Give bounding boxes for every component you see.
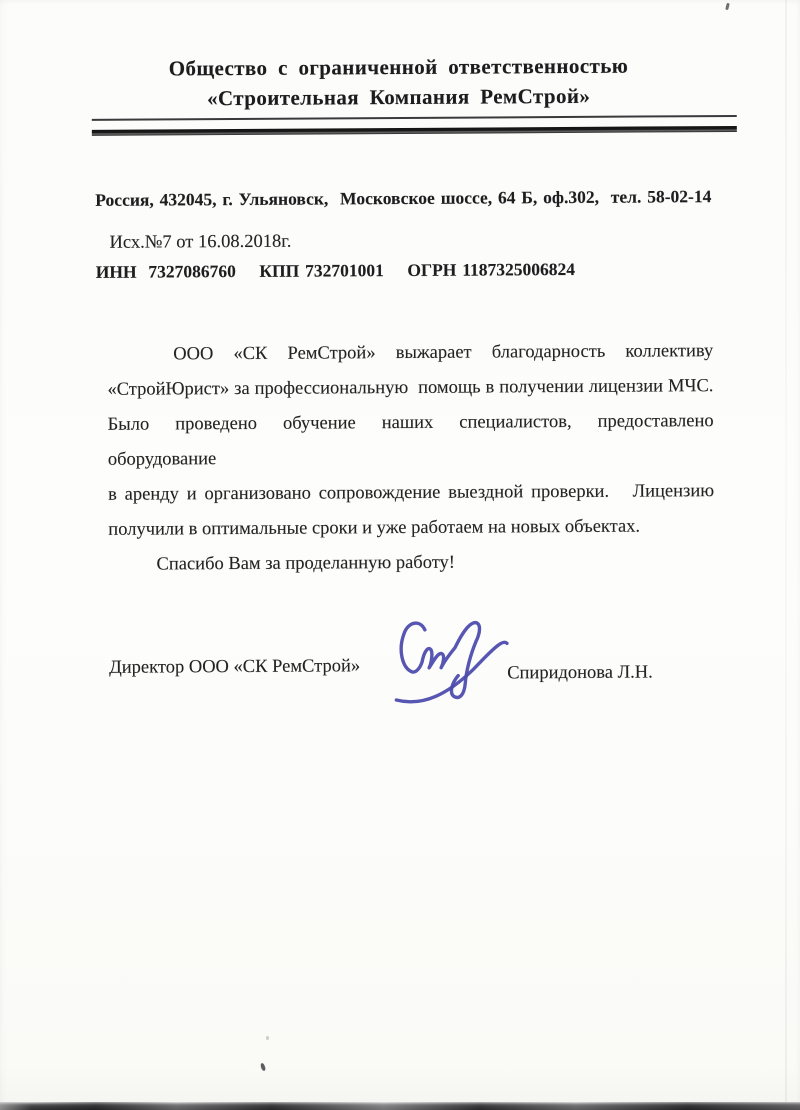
body-line: «СтройЮрист» за профессиональную помощь в получении лицензии МЧС. <box>107 376 714 400</box>
body-line: Было проведено обучение наших специалистов, предоставлено оборудование <box>107 411 714 470</box>
registration-line: ИНН 7327086760 КПП 732701001 ОГРН 1187325006824 <box>95 258 576 282</box>
letterhead-divider-thick <box>92 126 737 136</box>
signatory-name: Спиридонова Л.Н. <box>507 662 653 684</box>
outgoing-reference: Исх.№7 от 16.08.2018г. <box>109 231 292 253</box>
address-line: Россия, 432045, г. Ульяновск, Московское шоссе, 64 Б, оф.302, тел. 58-02-14 <box>95 186 712 210</box>
body-line: ООО «СК РемСтрой» выжарает благодарность коллективу <box>173 341 714 365</box>
scan-bottom-edge-texture <box>0 1102 800 1110</box>
company-type-line: Общество с ограниченной ответственностью <box>168 53 629 81</box>
scan-fold-line <box>785 0 787 1110</box>
handwritten-signature <box>378 605 519 711</box>
letterhead-divider-thin <box>92 115 737 121</box>
company-name-line: «Строительная Компания РемСтрой» <box>206 83 591 111</box>
letter-body <box>107 334 714 583</box>
closing-line: Спасибо Вам за проделанную работу! <box>156 552 455 575</box>
signature-main-stroke <box>401 623 480 698</box>
signatory-title: Директор ООО «СК РемСтрой» <box>109 656 361 678</box>
body-line: в аренду и организовано сопровождение выездной проверки. Лицензию <box>108 481 715 505</box>
scan-speck <box>266 1036 269 1040</box>
body-line: получили в оптимальные сроки и уже работаем на новых объектах. <box>108 516 641 540</box>
letterhead <box>0 50 799 115</box>
